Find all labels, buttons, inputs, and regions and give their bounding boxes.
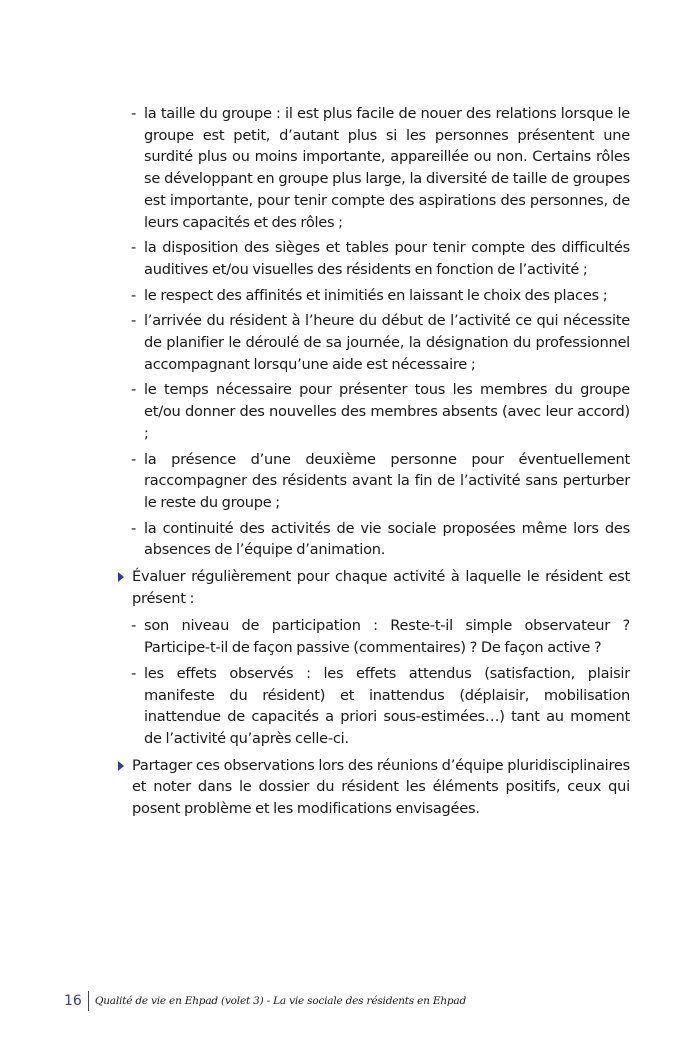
list-item [118,449,630,514]
list-item [118,103,630,233]
page-content [118,103,630,826]
dash-marker: - [131,312,137,330]
page-footer [64,990,466,1012]
list-item [118,663,630,750]
list-item [118,285,630,307]
footer-title: Qualité de vie en Ehpad (volet 3) - La vie sociale des résidents en Ehpad [94,995,466,1007]
list-item [118,379,630,444]
list-item [118,615,630,658]
bullet-text: Partager ces observations lors des réunions d’équipe pluridisciplinaires et noter dans le dossier du résident les éléments positifs, ceux qui posent problème et les modifications envisagées. [132,756,630,818]
footer-divider [88,991,89,1011]
page-number: 16 [64,993,82,1009]
list-item [118,310,630,375]
triangle-bullet-icon [118,761,124,771]
bullet-text: Évaluer régulièrement pour chaque activité à laquelle le résident est présent : [132,568,630,607]
bullet-item-share [118,755,630,820]
dash-marker: - [131,450,137,468]
list-item-text: son niveau de participation : Reste-t-il simple observateur ? Participe-t-il de façon passive (commentaires) ? De façon active ? [144,617,630,657]
list-item-text: le respect des affinités et inimitiés en laissant le choix des places ; [144,286,608,304]
list-item-text: la disposition des sièges et tables pour tenir compte des difficultés auditives et/ou visuelles des résidents en fonction de l’activité ; [144,239,630,278]
list-item [118,237,630,280]
dash-marker: - [131,617,137,635]
dash-marker: - [131,381,137,399]
triangle-bullet-icon [118,572,124,582]
dash-marker: - [131,519,137,537]
list-item-text: l’arrivée du résident à l’heure du début de l’activité ce qui nécessite de planifier le déroulé de sa journée, la désignation du professionnel accompagnant lorsqu’une aide est nécessaire ; [144,312,630,373]
dash-marker: - [131,286,137,304]
dash-marker: - [131,239,137,257]
dash-marker: - [131,664,137,682]
list-item-text: les effets observés : les effets attendus (satisfaction, plaisir manifeste du résident) et inattendus (déplaisir, mobilisation inattendue de capacités a priori sous-estimées…) tant au moment de l’activité qu’après celle-ci. [144,664,630,747]
list-item-text: le temps nécessaire pour présenter tous les membres du groupe et/ou donner des nouvelles des membres absents (avec leur accord) ; [144,381,630,442]
list-item-text: la continuité des activités de vie sociale proposées même lors des absences de l’équipe d’animation. [144,519,630,559]
dash-marker: - [131,105,137,122]
list-item [118,518,630,561]
bullet-item-evaluate [118,566,630,609]
list-item-text: la présence d’une deuxième personne pour éventuellement raccompagner des résidents avant la fin de l’activité sans perturber le reste du groupe ; [144,450,630,511]
list-item-text: la taille du groupe : il est plus facile de nouer des relations lorsque le groupe est petit, d’autant plus si les personnes présentent une surdité plus ou moins importante, appareillée ou non. Certains rôles se développant en groupe plus large, la diversité de taille de groupes est importante, pour tenir compte des aspirations des personnes, de leurs capacités et des rôles ; [144,105,630,231]
